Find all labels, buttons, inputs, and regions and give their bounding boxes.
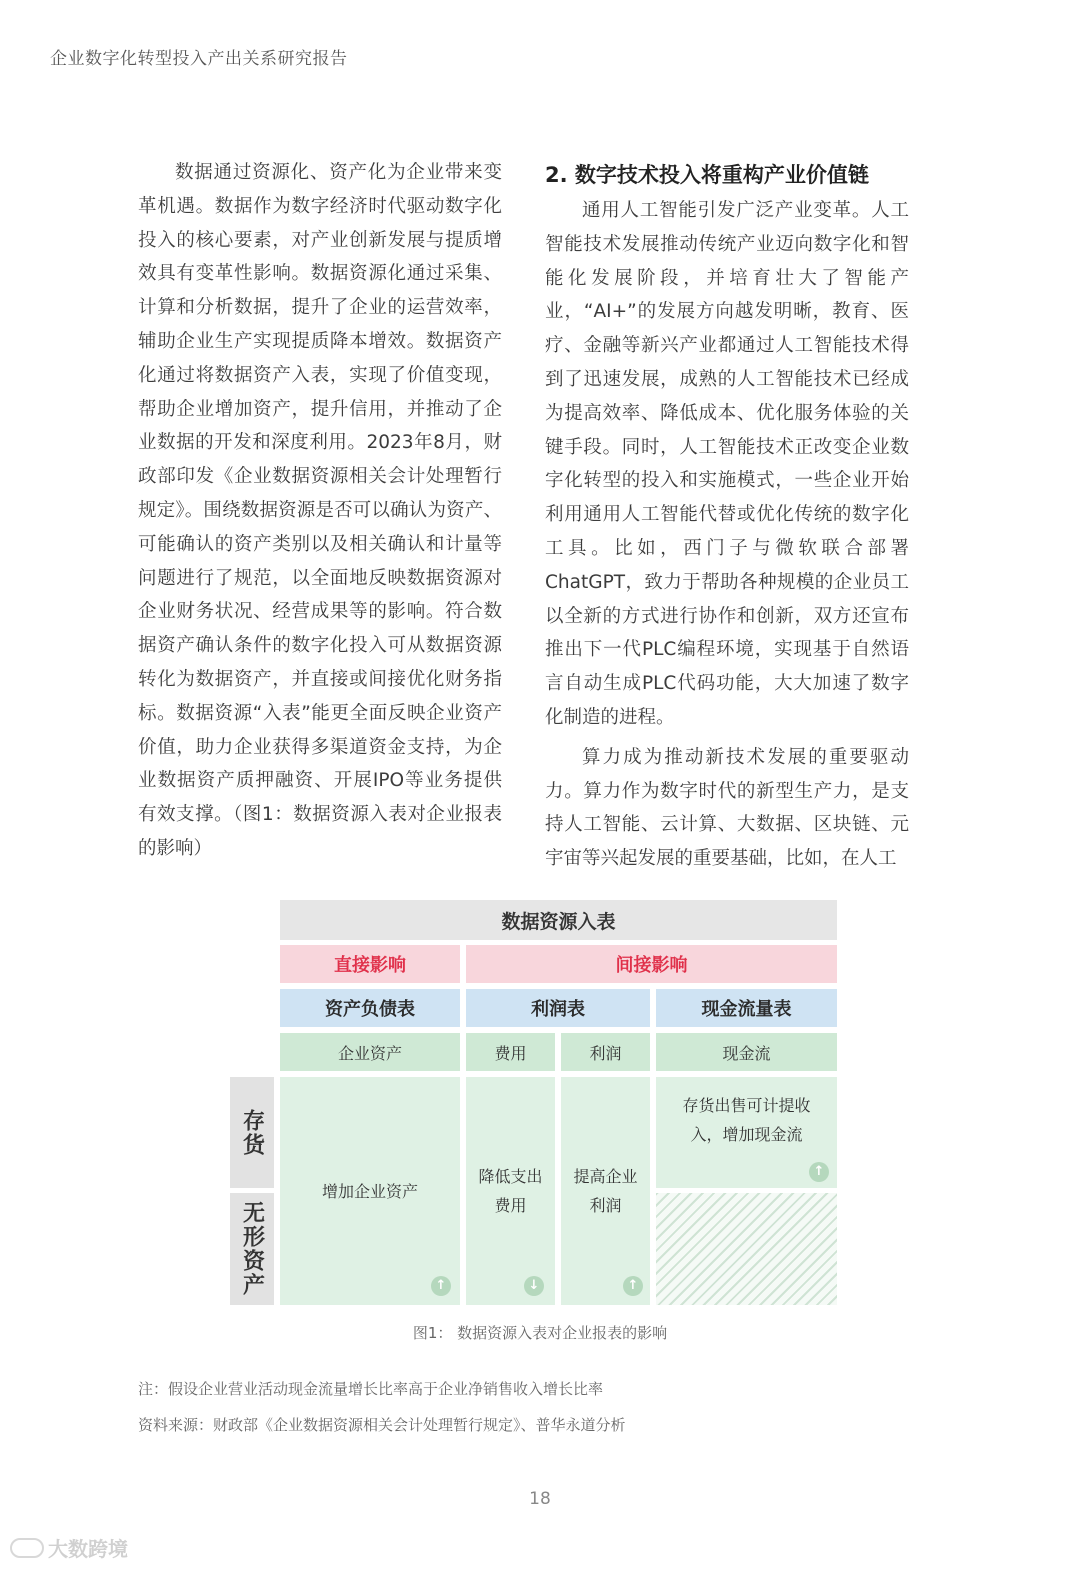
left-text-column	[138, 156, 502, 866]
balance-sheet-header: 资产负债表	[280, 989, 460, 1027]
watermark-logo-icon	[10, 1538, 44, 1558]
cell-increase-assets: 增加企业资产	[280, 1077, 460, 1305]
right-text-column	[545, 156, 909, 876]
arrow-up-icon: ↑	[431, 1276, 451, 1296]
report-header-title: 企业数字化转型投入产出关系研究报告	[50, 49, 348, 69]
row-label-inventory: 存货	[230, 1077, 274, 1188]
right-paragraph-1: 通用人工智能引发广泛产业变革。人工智能技术发展推动传统产业迈向数字化和智能化发展阶段，并培育壮大了智能产业，“AI+”的发展方向越发明晰，教育、医疗、金融等新兴产业都通过人工智能技术得到了迅速发展，成熟的人工智能技术已经成为提高效率、降低成本、优化服务体验的关键手段。同时，人工智能技术正改变企业数字化转型的投入和实施模式，一些企业开始利用通用人工智能代替或优化传统的数字化工具。比如，西门子与微软联合部署ChatGPT，致力于帮助各种规模的企业员工以全新的方式进行协作和创新，双方还宣布推出下一代PLC编程环境，实现基于自然语言自动生成PLC代码功能，大大加速了数字化制造的进程。	[545, 200, 909, 728]
arrow-down-icon: ↓	[524, 1276, 544, 1296]
left-paragraph: 数据通过资源化、资产化为企业带来变革机遇。数据作为数字经济时代驱动数字化投入的核心要素，对产业创新发展与提质增效具有变革性影响。数据资源化通过采集、计算和分析数据，提升了企业的运营效率，辅助企业生产实现提质降本增效。数据资产化通过将数据资产入表，实现了价值变现，帮助企业增加资产，提升信用，并推动了企业数据的开发和深度利用。2023年8月，财政部印发《企业数据资源相关会计处理暂行规定》。围绕数据资源是否可以确认为资产、可能确认的资产类别以及相关确认和计量等问题进行了规范，以全面地反映数据资源对企业财务状况、经营成果等的影响。符合数据资产确认条件的数字化投入可从数据资源转化为数据资产，并直接或间接优化财务指标。数据资源“入表”能更全面反映企业资产价值，助力企业获得多渠道资金支持，为企业数据资产质押融资、开展IPO等业务提供有效支撑。（图1：数据资源入表对企业报表的影响）	[138, 162, 502, 859]
figure-note: 注：假设企业营业活动现金流量增长比率高于企业净销售收入增长比率	[138, 1380, 604, 1398]
item-expense: 费用	[466, 1033, 555, 1071]
item-enterprise-assets: 企业资产	[280, 1033, 460, 1071]
cell-increase-cash-flow: 存货出售可计提收入，增加现金流	[656, 1077, 837, 1188]
row-label-intangible-assets: 无形资产	[230, 1193, 274, 1305]
cell-reduce-expense: 降低支出费用	[466, 1077, 555, 1305]
section-heading: 2. 数字技术投入将重构产业价值链	[545, 163, 869, 187]
figure-source: 资料来源：财政部《企业数据资源相关会计处理暂行规定》、普华永道分析	[138, 1416, 626, 1434]
watermark-text: 大数跨境	[48, 1537, 128, 1561]
cell-raise-profit: 提高企业利润	[561, 1077, 650, 1305]
hatched-empty-cell	[656, 1193, 837, 1305]
income-statement-header: 利润表	[466, 989, 650, 1027]
page-number: 18	[529, 1489, 551, 1509]
direct-impact-header: 直接影响	[280, 945, 460, 983]
item-profit: 利润	[561, 1033, 650, 1071]
right-paragraph-2: 算力成为推动新技术发展的重要驱动力。算力作为数字时代的新型生产力，是支持人工智能、云计算、大数据、区块链、元宇宙等兴起发展的重要基础，比如，在人工	[545, 746, 909, 870]
indirect-impact-header: 间接影响	[466, 945, 837, 983]
figure-caption: 图1： 数据资源入表对企业报表的影响	[412, 1324, 668, 1342]
watermark	[10, 1533, 128, 1562]
cash-flow-statement-header: 现金流量表	[656, 989, 837, 1027]
item-cash-flow: 现金流	[656, 1033, 837, 1071]
arrow-up-icon: ↑	[809, 1162, 829, 1182]
arrow-up-icon: ↑	[623, 1276, 643, 1296]
figure-title: 数据资源入表	[280, 900, 837, 940]
